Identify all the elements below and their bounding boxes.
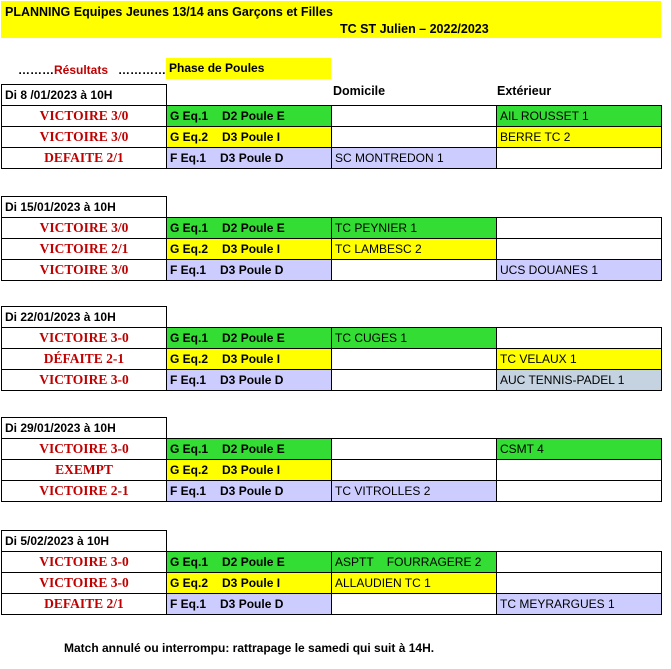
match-date: Di 22/01/2023 à 10H [2, 307, 167, 328]
home-cell [332, 127, 497, 148]
schedule-block [1, 417, 662, 502]
team-name: F Eq.1 [170, 373, 207, 387]
away-cell [497, 552, 662, 573]
team-name: G Eq.1 [170, 555, 209, 569]
team-cell [167, 328, 332, 349]
away-cell [497, 481, 662, 502]
result-cell: VICTOIRE 3-0 [2, 370, 167, 391]
result-cell: VICTOIRE 3-0 [2, 552, 167, 573]
division: D3 Poule I [222, 352, 281, 366]
team-cell [167, 260, 332, 281]
result-cell: VICTOIRE 3-0 [2, 328, 167, 349]
table-row [2, 127, 662, 148]
team-cell [167, 552, 332, 573]
away-cell: BERRE TC 2 [497, 127, 662, 148]
team-name: G Eq.2 [170, 463, 209, 477]
schedule-block [1, 84, 662, 169]
away-cell [497, 460, 662, 481]
home-cell [332, 594, 497, 615]
match-date: Di 5/02/2023 à 10H [2, 531, 167, 552]
division: D2 Poule E [222, 221, 285, 235]
table-row [2, 370, 662, 391]
results-label [18, 63, 108, 77]
home-cell [332, 370, 497, 391]
home-cell: ASPTT FOURRAGERE 2 [332, 552, 497, 573]
team-name: G Eq.1 [170, 109, 209, 123]
match-date: Di 8 /01/2023 à 10H [2, 85, 167, 106]
table-row [2, 552, 662, 573]
result-cell: EXEMPT [2, 460, 167, 481]
results-text: Résultats [54, 63, 109, 77]
results-dots: ……… [18, 63, 54, 77]
table-row [2, 594, 662, 615]
result-cell: VICTOIRE 3-0 [2, 439, 167, 460]
division: D2 Poule E [222, 331, 285, 345]
away-cell: UCS DOUANES 1 [497, 260, 662, 281]
result-cell: VICTOIRE 3/0 [2, 218, 167, 239]
table-row [2, 239, 662, 260]
team-cell [167, 439, 332, 460]
schedule-block [1, 530, 662, 615]
team-name: G Eq.1 [170, 331, 209, 345]
division: D2 Poule E [222, 109, 285, 123]
team-cell [167, 106, 332, 127]
table-row [2, 106, 662, 127]
result-cell: VICTOIRE 3/0 [2, 127, 167, 148]
division: D3 Poule I [222, 242, 281, 256]
away-cell [497, 328, 662, 349]
away-cell [497, 239, 662, 260]
match-date: Di 15/01/2023 à 10H [2, 197, 167, 218]
division: D3 Poule I [222, 463, 281, 477]
team-name: F Eq.1 [170, 151, 207, 165]
title-banner [1, 1, 661, 38]
team-cell [167, 218, 332, 239]
team-name: G Eq.2 [170, 130, 209, 144]
result-cell: VICTOIRE 3-0 [2, 573, 167, 594]
match-date: Di 29/01/2023 à 10H [2, 418, 167, 439]
team-name: G Eq.1 [170, 442, 209, 456]
away-cell: AUC TENNIS-PADEL 1 [497, 370, 662, 391]
division: D3 Poule D [220, 373, 284, 387]
home-cell: SC MONTREDON 1 [332, 148, 497, 169]
schedule-block [1, 306, 662, 391]
division: D3 Poule D [220, 263, 284, 277]
team-name: F Eq.1 [170, 484, 207, 498]
team-cell [167, 148, 332, 169]
phase-label: Phase de Poules [166, 58, 331, 79]
result-cell: VICTOIRE 3/0 [2, 260, 167, 281]
away-cell: TC VELAUX 1 [497, 349, 662, 370]
division: D2 Poule E [222, 442, 285, 456]
team-cell [167, 349, 332, 370]
phase-dots: ………… [118, 63, 166, 77]
team-cell [167, 239, 332, 260]
team-name: G Eq.2 [170, 576, 209, 590]
team-cell [167, 460, 332, 481]
table-row [2, 481, 662, 502]
table-row [2, 148, 662, 169]
table-row [2, 439, 662, 460]
home-cell: ALLAUDIEN TC 1 [332, 573, 497, 594]
team-name: G Eq.2 [170, 352, 209, 366]
team-cell [167, 370, 332, 391]
table-row [2, 328, 662, 349]
away-cell [497, 573, 662, 594]
result-cell: VICTOIRE 2-1 [2, 481, 167, 502]
team-cell [167, 594, 332, 615]
team-name: G Eq.1 [170, 221, 209, 235]
result-cell: DEFAITE 2/1 [2, 594, 167, 615]
division: D3 Poule D [220, 151, 284, 165]
home-cell [332, 260, 497, 281]
away-cell: AIL ROUSSET 1 [497, 106, 662, 127]
division: D3 Poule D [220, 484, 284, 498]
result-cell: DEFAITE 2/1 [2, 148, 167, 169]
column-home-header: Domicile [333, 84, 386, 98]
team-cell [167, 573, 332, 594]
table-row [2, 260, 662, 281]
division: D3 Poule D [220, 597, 284, 611]
team-name: G Eq.2 [170, 242, 209, 256]
table-row [2, 573, 662, 594]
result-cell: VICTOIRE 3/0 [2, 106, 167, 127]
result-cell: VICTOIRE 2/1 [2, 239, 167, 260]
table-row [2, 349, 662, 370]
footer-note: Match annulé ou interrompu: rattrapage le samedi qui suit à 14H. [64, 641, 435, 655]
division: D3 Poule I [222, 130, 281, 144]
team-name: F Eq.1 [170, 597, 207, 611]
home-cell [332, 106, 497, 127]
team-name: F Eq.1 [170, 263, 207, 277]
column-away-header: Extérieur [497, 84, 552, 98]
home-cell [332, 349, 497, 370]
home-cell [332, 439, 497, 460]
away-cell: CSMT 4 [497, 439, 662, 460]
table-row [2, 218, 662, 239]
title-line-1: PLANNING Equipes Jeunes 13/14 ans Garçons et Filles [5, 5, 333, 19]
away-cell [497, 148, 662, 169]
division: D3 Poule I [222, 576, 281, 590]
division: D2 Poule E [222, 555, 285, 569]
title-line-2: TC ST Julien – 2022/2023 [340, 22, 489, 36]
home-cell: TC LAMBESC 2 [332, 239, 497, 260]
team-cell [167, 481, 332, 502]
schedule-block [1, 196, 662, 281]
home-cell: TC PEYNIER 1 [332, 218, 497, 239]
away-cell: TC MEYRARGUES 1 [497, 594, 662, 615]
result-cell: DÉFAITE 2-1 [2, 349, 167, 370]
table-row [2, 460, 662, 481]
team-cell [167, 127, 332, 148]
away-cell [497, 218, 662, 239]
home-cell: TC CUGES 1 [332, 328, 497, 349]
home-cell: TC VITROLLES 2 [332, 481, 497, 502]
home-cell [332, 460, 497, 481]
